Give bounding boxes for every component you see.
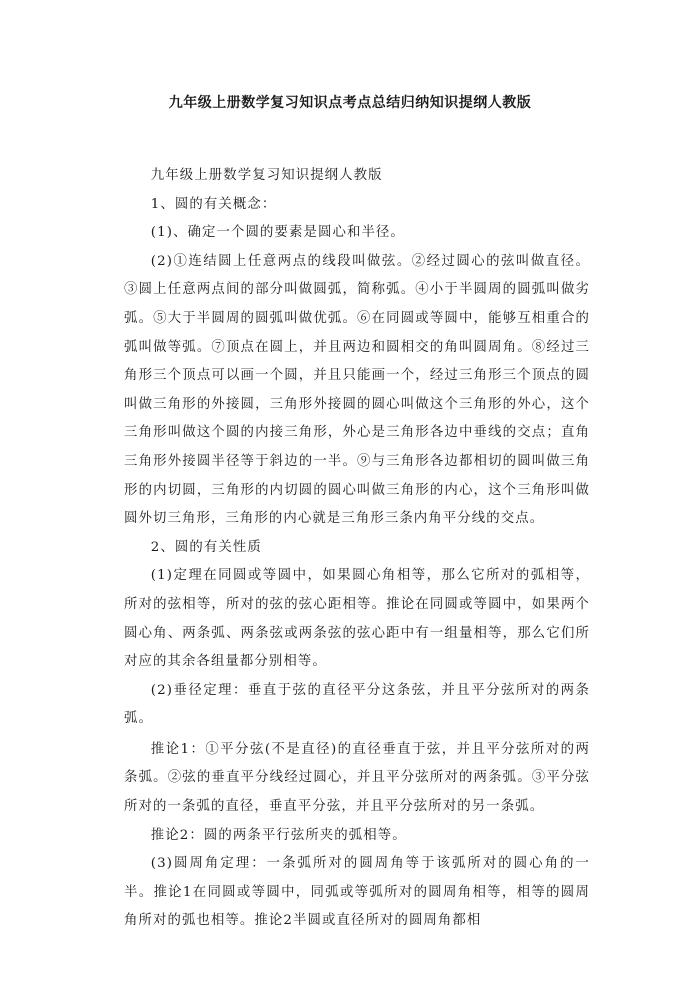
paragraph: (3)圆周角定理：一条弧所对的圆周角等于该弧所对的圆心角的一半。推论1在同圆或等圆中，同弧或等弧所对的圆周角相等，相等的圆周角所对的弧也相等。推论2半圆或直径所对的圆周角都相 bbox=[124, 856, 590, 929]
document-body bbox=[124, 162, 590, 936]
paragraph-heading-2: 2、圆的有关性质 bbox=[150, 539, 262, 555]
paragraph: 推论2：圆的两条平行弦所夹的弧相等。 bbox=[150, 827, 407, 843]
paragraph: 推论1：①平分弦(不是直径)的直径垂直于弦，并且平分弦所对的两条弧。②弦的垂直平分线经过圆心，并且平分弦所对的两条弧。③平分弦所对的一条弧的直径，垂直平分弦，并且平分弦所对的另一条弧。 bbox=[124, 741, 590, 815]
paragraph-subtitle: 九年级上册数学复习知识提纲人教版 bbox=[150, 168, 383, 183]
document-title: 九年级上册数学复习知识点考点总结归纳知识提纲人教版 bbox=[168, 95, 532, 111]
paragraph: (2)①连结圆上任意两点的线段叫做弦。②经过圆心的弦叫做直径。③圆上任意两点间的部分叫做圆弧，简称弧。④小于半圆周的圆弧叫做劣弧。⑤大于半圆周的圆弧叫做优弧。⑥在同圆或等圆中，能够互相重合的弧叫做等弧。⑦顶点在圆上，并且两边和圆相交的角叫圆周角。⑧经过三角形三个顶点可以画一个圆，并且只能画一个，经过三角形三个顶点的圆叫做三角形的外接圆，三角形外接圆的圆心叫做这个三角形的外心，这个三角形叫做这个圆的内接三角形，外心是三角形各边中垂线的交点；直角三角形外接圆半径等于斜边的一半。⑨与三角形各边都相切的圆叫做三角形的内切圆，三角形的内切圆的圆心叫做三角形的内心，这个三角形叫做圆外切三角形，三角形的内心就是三角形三条内角平分线的交点。 bbox=[124, 253, 590, 527]
paragraph: (1)、确定一个圆的要素是圆心和半径。 bbox=[150, 225, 405, 241]
paragraph: (2)垂径定理：垂直于弦的直径平分这条弦，并且平分弦所对的两条弧。 bbox=[124, 682, 590, 727]
paragraph-heading-1: 1、圆的有关概念： bbox=[150, 196, 277, 212]
paragraph: (1)定理在同圆或等圆中，如果圆心角相等，那么它所对的弧相等，所对的弦相等，所对的弦的弦心距相等。推论在同圆或等圆中，如果两个圆心角、两条弧、两条弦或两条弦的弦心距中有一组量相等，那么它们所对应的其余各组量都分别相等。 bbox=[124, 568, 590, 670]
